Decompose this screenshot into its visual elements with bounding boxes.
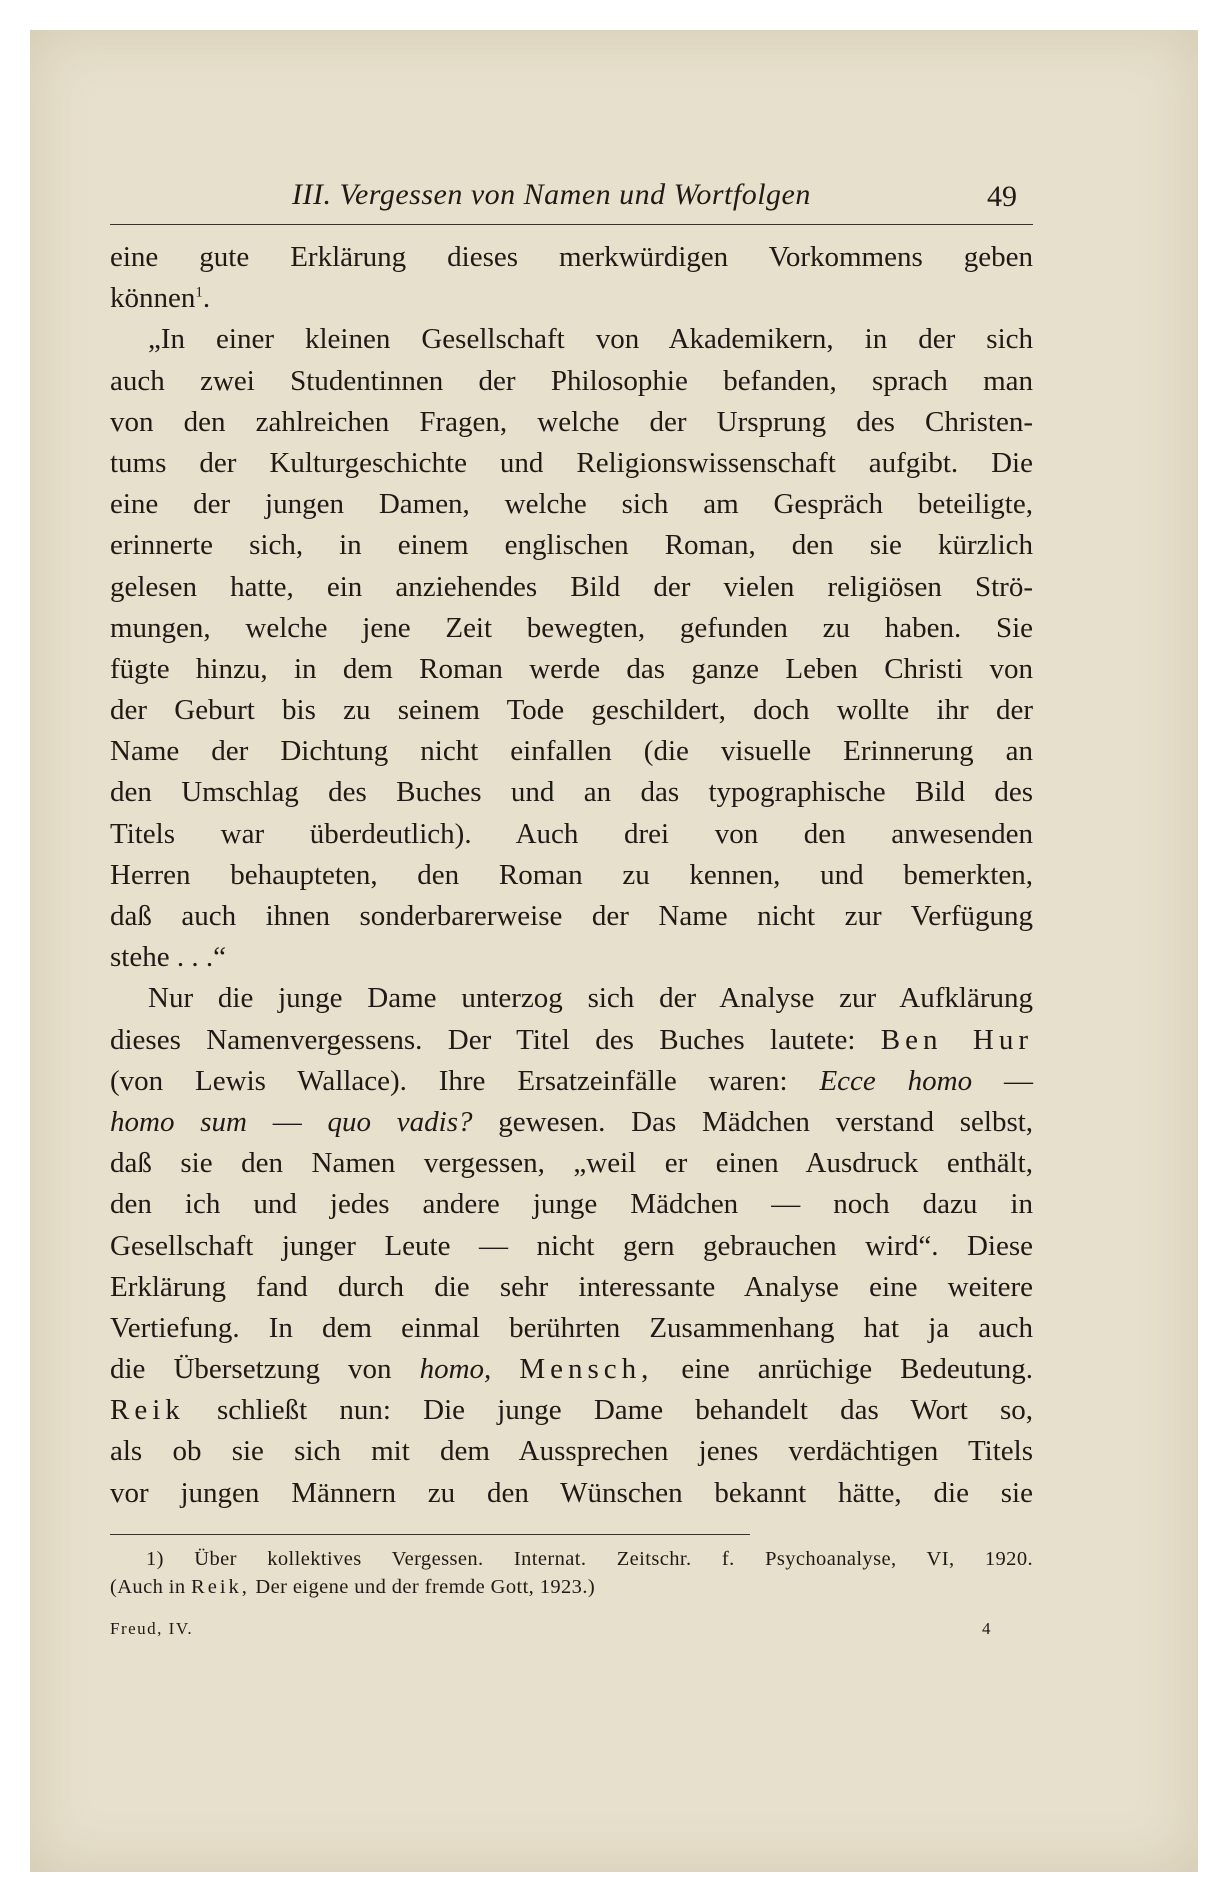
text-line: (von Lewis Wallace). Ihre Ersatzeinfälle waren: Ecce homo — <box>110 1064 1034 1097</box>
spaced-name: Reik, <box>191 1575 250 1598</box>
text-line: als ob sie sich mit dem Aussprechen jenes verdächtigen Titels <box>110 1435 1033 1468</box>
text-line: tums der Kulturgeschichte und Religionswissenschaft aufgibt. Die <box>110 446 1033 479</box>
text-line: mungen, welche jene Zeit bewegten, gefunden zu haben. Sie <box>110 611 1033 644</box>
footnote-line: (Auch in Reik, Der eigene und der fremde Gott, 1923.) <box>110 1575 596 1598</box>
italic-term: homo, <box>419 1353 492 1386</box>
footnote-ref: 1 <box>195 284 203 301</box>
chapter-title: III. Vergessen von Namen und Wortfolgen <box>292 178 811 211</box>
text-line: von den zahlreichen Fragen, welche der Ursprung des Christen- <box>110 405 1033 438</box>
page-number: 49 <box>987 180 1017 213</box>
spaced-name: Reik <box>110 1394 185 1427</box>
text-line: Herren behaupteten, den Roman zu kennen, und bemerkten, <box>110 858 1033 891</box>
text-line: Name der Dichtung nicht einfallen (die visuelle Erinnerung an <box>110 735 1033 768</box>
page-footer <box>110 1619 1033 1649</box>
text-line: fügte hinzu, in dem Roman werde das ganze Leben Christi von <box>110 652 1033 685</box>
text-line: Erklärung fand durch die sehr interessante Analyse eine weitere <box>110 1270 1033 1303</box>
text-line: homo sum — quo vadis? gewesen. Das Mädchen verstand selbst, <box>110 1105 1034 1138</box>
sheet-number: 4 <box>982 1618 992 1638</box>
footnote-rule <box>110 1534 1033 1601</box>
footnote-line: 1) Über kollektives Vergessen. Internat. Zeitschr. f. Psychoanalyse, VI, 1920. <box>146 1547 1033 1570</box>
text-line: eine gute Erklärung dieses merkwürdigen Vorkommens geben <box>110 241 1033 273</box>
text-line: den Umschlag des Buches und an das typographische Bild des <box>110 776 1033 809</box>
spaced-title: Ben Hur <box>880 1023 1034 1056</box>
body-text <box>110 237 1033 1514</box>
text-line: auch zwei Studentinnen der Philosophie befanden, sprach man <box>110 364 1033 397</box>
italic-term: homo sum <box>110 1105 247 1138</box>
text-line: Vertiefung. In dem einmal berührten Zusammenhang hat ja auch <box>110 1311 1033 1344</box>
text-line: Reik schließt nun: Die junge Dame behandelt das Wort so, <box>110 1394 1034 1427</box>
italic-term: quo vadis? <box>327 1105 473 1138</box>
text-line: den ich und jedes andere junge Mädchen — noch dazu in <box>110 1188 1033 1221</box>
book-page <box>110 178 1033 1649</box>
text-line: können$^1$. <box>110 282 211 315</box>
running-header <box>110 178 1033 225</box>
printer-signature: Freud, IV. <box>110 1618 194 1638</box>
text-line: vor jungen Männern zu den Wünschen bekannt hätte, die sie <box>110 1476 1033 1509</box>
text-line: Titels war überdeutlich). Auch drei von den anwesenden <box>110 817 1033 850</box>
text-line: gelesen hatte, ein anziehendes Bild der vielen religiösen Strö- <box>110 570 1033 603</box>
text-line: daß sie den Namen vergessen, „weil er einen Ausdruck enthält, <box>110 1147 1033 1180</box>
text-line: erinnerte sich, in einem englischen Roman, den sie kürzlich <box>110 529 1033 562</box>
spaced-word: Mensch, <box>519 1353 654 1386</box>
text-line: eine der jungen Damen, welche sich am Gespräch beteiligte, <box>110 488 1033 521</box>
text-line: dieses Namenvergessens. Der Titel des Buches lautete: Ben Hur <box>110 1023 1034 1056</box>
text-line: die Übersetzung von homo, Mensch, eine anrüchige Bedeutung. <box>110 1353 1033 1386</box>
text-line: stehe . . .“ <box>110 941 226 974</box>
text-line: Gesellschaft junger Leute — nicht gern gebrauchen wird“. Diese <box>110 1229 1033 1262</box>
italic-term: Ecce homo <box>819 1064 973 1097</box>
text-line: „In einer kleinen Gesellschaft von Akademikern, in der sich <box>148 323 1033 356</box>
text-line: Nur die junge Dame unterzog sich der Analyse zur Aufklärung <box>148 982 1033 1015</box>
text-line: daß auch ihnen sonderbarerweise der Name nicht zur Verfügung <box>110 900 1033 932</box>
text-line: der Geburt bis zu seinem Tode geschildert, doch wollte ihr der <box>110 694 1033 727</box>
